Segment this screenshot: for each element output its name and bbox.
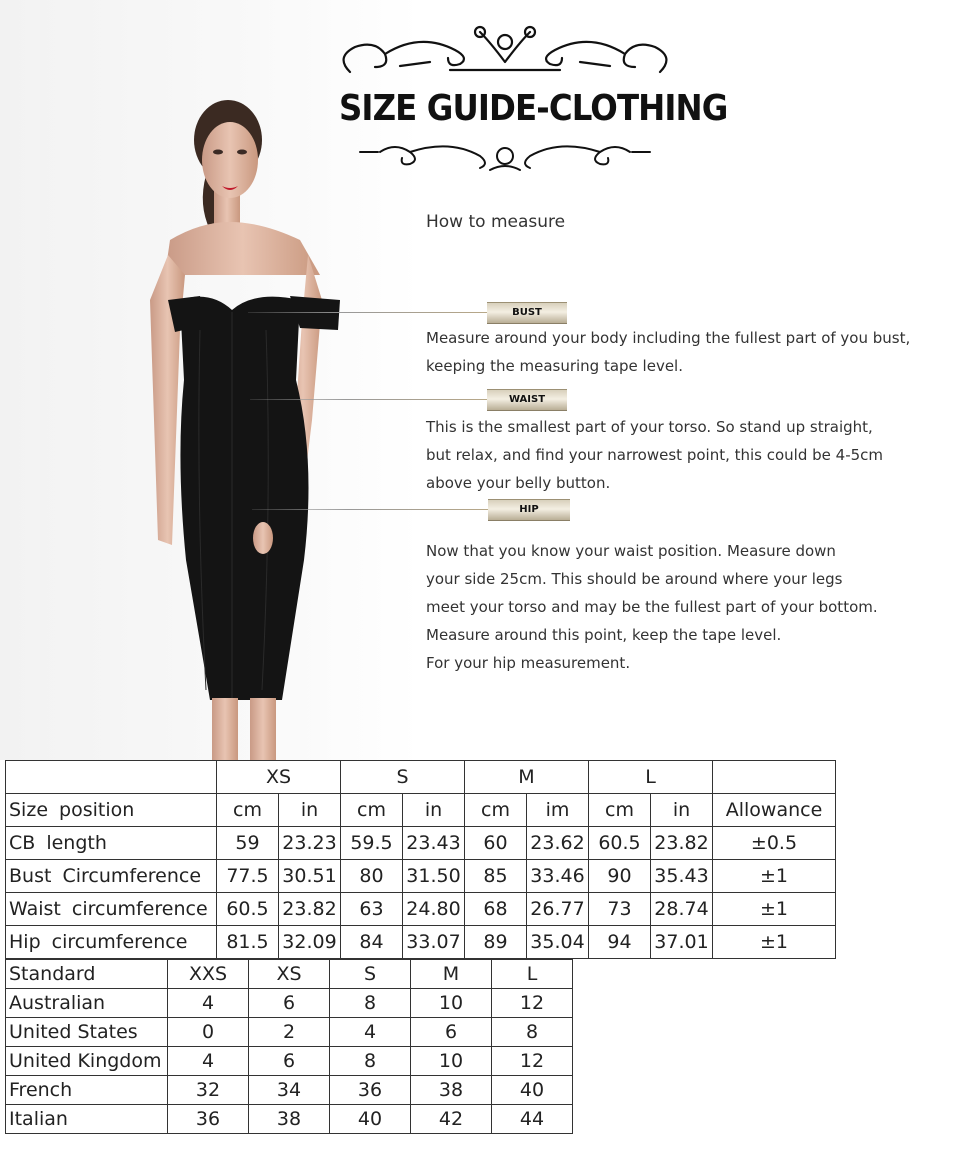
hip-tag: HIP	[488, 499, 570, 521]
table-cell: 6	[249, 1047, 330, 1076]
size-header-xs: XS	[217, 761, 341, 794]
table-cell: 36	[330, 1076, 411, 1105]
hip-line-2: your side 25cm. This should be around where your legs	[426, 570, 843, 588]
table-cell: 90	[589, 860, 651, 893]
waist-tag: WAIST	[487, 389, 567, 411]
table-cell: Size position	[6, 794, 217, 827]
table-cell: 68	[465, 893, 527, 926]
table-cell: 59	[217, 827, 279, 860]
size-standard-table	[5, 959, 573, 1134]
table-cell: 38	[249, 1105, 330, 1134]
waist-line-3: above your belly button.	[426, 474, 611, 492]
table-cell: 4	[330, 1018, 411, 1047]
table-row	[6, 1047, 573, 1076]
table-cell: 10	[411, 989, 492, 1018]
bust-line-2: keeping the measuring tape level.	[426, 357, 683, 375]
table-cell: 63	[341, 893, 403, 926]
size-header-l: L	[589, 761, 713, 794]
table-cell: XS	[249, 960, 330, 989]
table-cell: M	[411, 960, 492, 989]
bust-pointer-line	[248, 312, 488, 313]
hip-description	[426, 537, 878, 677]
table-cell: ±1	[713, 926, 836, 959]
table-cell: 23.62	[527, 827, 589, 860]
table-cell: 32.09	[279, 926, 341, 959]
size-header-s: S	[341, 761, 465, 794]
table-cell: Waist circumference	[6, 893, 217, 926]
flourish-bottom	[330, 134, 680, 176]
table-cell: 81.5	[217, 926, 279, 959]
table-cell: 8	[330, 989, 411, 1018]
table-cell: S	[330, 960, 411, 989]
bust-description	[426, 324, 910, 380]
unit-header-row	[6, 794, 836, 827]
table-cell: Hip circumference	[6, 926, 217, 959]
table-cell: French	[6, 1076, 168, 1105]
table-cell: 33.07	[403, 926, 465, 959]
empty-cell	[6, 761, 217, 794]
table-cell: XXS	[168, 960, 249, 989]
table-cell: 0	[168, 1018, 249, 1047]
flourish-top	[330, 22, 680, 84]
table-cell: 28.74	[651, 893, 713, 926]
table-cell: Australian	[6, 989, 168, 1018]
size-header-m: M	[465, 761, 589, 794]
table-row	[6, 893, 836, 926]
hip-line-3: meet your torso and may be the fullest part of your bottom.	[426, 598, 878, 616]
table-cell: in	[651, 794, 713, 827]
table-cell: in	[403, 794, 465, 827]
table-cell: United States	[6, 1018, 168, 1047]
table-cell: 73	[589, 893, 651, 926]
table-cell: 80	[341, 860, 403, 893]
table-cell: 23.82	[651, 827, 713, 860]
table-cell: ±1	[713, 893, 836, 926]
table-cell: 60	[465, 827, 527, 860]
table-cell: 6	[411, 1018, 492, 1047]
table-cell: 32	[168, 1076, 249, 1105]
table-cell: cm	[341, 794, 403, 827]
hip-pointer-line	[252, 509, 490, 510]
table-cell: 42	[411, 1105, 492, 1134]
table-cell: 40	[492, 1076, 573, 1105]
table-cell: 77.5	[217, 860, 279, 893]
table-cell: 40	[330, 1105, 411, 1134]
table-row	[6, 860, 836, 893]
size-header-row	[6, 761, 836, 794]
table-cell: 12	[492, 989, 573, 1018]
table-cell: 89	[465, 926, 527, 959]
waist-line-1: This is the smallest part of your torso. So stand up straight,	[426, 418, 873, 436]
table-cell: 12	[492, 1047, 573, 1076]
bust-line-1: Measure around your body including the fullest part of you bust,	[426, 329, 911, 347]
table-cell: United Kingdom	[6, 1047, 168, 1076]
empty-cell	[713, 761, 836, 794]
table-cell: 35.43	[651, 860, 713, 893]
table-cell: L	[492, 960, 573, 989]
table-cell: 24.80	[403, 893, 465, 926]
table-cell: 44	[492, 1105, 573, 1134]
table-row	[6, 926, 836, 959]
table-cell: CB length	[6, 827, 217, 860]
hip-line-4: Measure around this point, keep the tape level.	[426, 626, 782, 644]
table-cell: cm	[465, 794, 527, 827]
page-title: SIZE GUIDE-CLOTHING	[339, 88, 728, 129]
hip-line-1: Now that you know your waist position. Measure down	[426, 542, 836, 560]
waist-pointer-line	[250, 399, 488, 400]
table-cell: 35.04	[527, 926, 589, 959]
table-cell: 2	[249, 1018, 330, 1047]
table-cell: Allowance	[713, 794, 836, 827]
table-row	[6, 1105, 573, 1134]
table-cell: 37.01	[651, 926, 713, 959]
table-cell: 8	[330, 1047, 411, 1076]
table-cell: ±0.5	[713, 827, 836, 860]
table-row	[6, 1018, 573, 1047]
size-measurement-table	[5, 760, 836, 959]
table-cell: 85	[465, 860, 527, 893]
how-to-measure-heading: How to measure	[426, 212, 566, 232]
table-cell: 60.5	[589, 827, 651, 860]
table-cell: Bust Circumference	[6, 860, 217, 893]
table-cell: 31.50	[403, 860, 465, 893]
table-cell: cm	[589, 794, 651, 827]
table-row	[6, 989, 573, 1018]
table-cell: 60.5	[217, 893, 279, 926]
table-cell: Italian	[6, 1105, 168, 1134]
table-cell: 10	[411, 1047, 492, 1076]
table-cell: 94	[589, 926, 651, 959]
table-cell: 30.51	[279, 860, 341, 893]
table-cell: 26.77	[527, 893, 589, 926]
table-row	[6, 1076, 573, 1105]
table-cell: 4	[168, 989, 249, 1018]
hip-line-5: For your hip measurement.	[426, 654, 631, 672]
table-cell: 23.23	[279, 827, 341, 860]
table-cell: 4	[168, 1047, 249, 1076]
table-cell: 6	[249, 989, 330, 1018]
table-cell: 33.46	[527, 860, 589, 893]
table-cell: in	[279, 794, 341, 827]
table-cell: 8	[492, 1018, 573, 1047]
table-row	[6, 827, 836, 860]
table-cell: 36	[168, 1105, 249, 1134]
table-cell: im	[527, 794, 589, 827]
table-cell: 34	[249, 1076, 330, 1105]
table-header-row	[6, 960, 573, 989]
bust-tag: BUST	[487, 302, 567, 324]
table-cell: 84	[341, 926, 403, 959]
table-cell: 23.43	[403, 827, 465, 860]
table-cell: 23.82	[279, 893, 341, 926]
table-cell: cm	[217, 794, 279, 827]
waist-line-2: but relax, and find your narrowest point, this could be 4-5cm	[426, 446, 884, 464]
table-cell: 59.5	[341, 827, 403, 860]
table-cell: 38	[411, 1076, 492, 1105]
table-cell: Standard	[6, 960, 168, 989]
waist-description	[426, 413, 883, 497]
table-cell: ±1	[713, 860, 836, 893]
